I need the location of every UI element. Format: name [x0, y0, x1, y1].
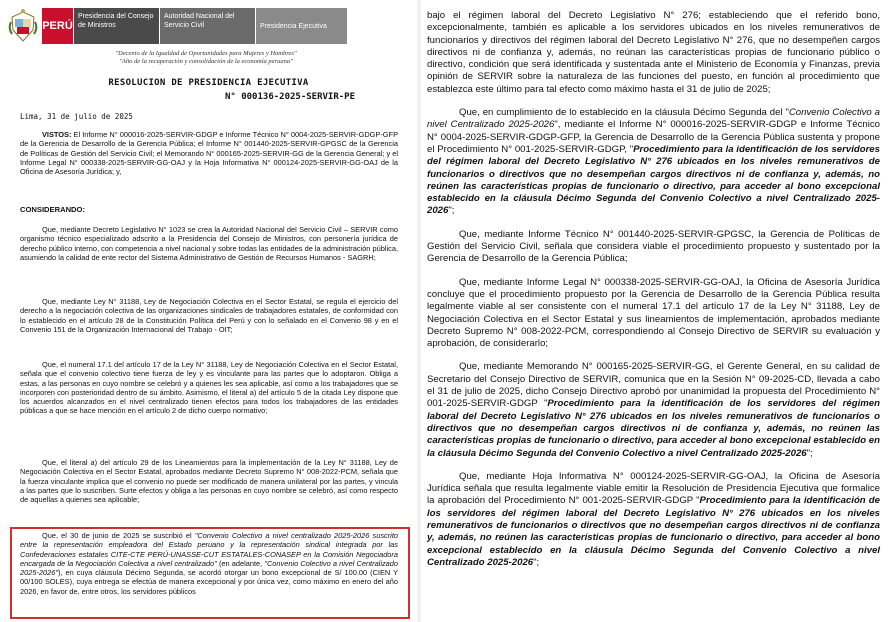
left-paragraph-2-text: Que, mediante Ley N° 31188, Ley de Negociación Colectiva en el Sector Estatal, se regula el ejercicio del derecho a la negociación colectiva de las organizaciones sindicales de trabajadores estatales, de conformidad con lo establecido en el artículo 28 de la Constitución Política del Perú y con lo señalado en el Convenio 98 y en el Convenio 151 de la Organización Internacional del Trabajo - OIT; — [20, 297, 398, 334]
p5-a: Que, el 30 de junio de 2025 se suscribió el — [42, 531, 195, 540]
header-servir: Autoridad Nacional del Servicio Civil — [160, 8, 256, 44]
considerando-heading: CONSIDERANDO: — [20, 205, 85, 214]
coat-of-arms-icon — [8, 8, 38, 44]
place-date: Lima, 31 de julio de 2025 — [20, 112, 133, 121]
left-paragraph-1-text: Que, mediante Decreto Legislativo N° 1023 se crea la Autoridad Nacional del Servicio Civil – SERVIR como organismo técnico especializado adscrito a la Presidencia del Consejo de Ministros, con personería jurídica de derecho público interno, con competencia a nivel nacional y sobre todas las entidades de la administración pública, asumiendo la calidad de ente rector del Sistema Administrativo de Gestión de Recursos Humanos - SAGRH; — [20, 225, 398, 262]
left-paragraph-3-text: Que, el numeral 17.1 del artículo 17 de la Ley N° 31188, Ley de Negociación Colectiva en el Sector Estatal, señala que el convenio colectivo tiene fuerza de ley y es vinculante para las partes que lo adoptaron. Obliga a estas, a las personas en cuyo nombre se celebró y a quienes les sea aplicable, así como a los trabajadores que se incorporen con posterioridad dentro de su ámbito. Asimismo, el literal a) del artículo 5 de la citada Ley dispone que los acuerdos alcanzados en el nivel centralizado tienen efectos para todos los trabajadores de las entidades públicas a que se hace mención en el artículo 2 de dicho cuerpo normativo; — [20, 360, 398, 416]
vistos-text: El Informe N° 000016-2025-SERVIR-GDGP e Informe Técnico N° 0004-2025-SERVIR-GDGP-GFP de la Gerencia de Desarrollo de la Gerencia Pública; el Informe N° 001440-2025-SERVIR-GPGSC de la Gerencia de Políticas de Gestión del Servicio Civil; el Memorando N° 000165-2025-SERVIR-GG de la Gerencia General; y el Informe Legal N° 000338-2025-SERVIR-GG-OAJ y la Hoja Informativa N° 000124-2025-SERVIR-GG-OAJ de la Oficina de Asesoría Jurídica; y, — [20, 130, 398, 177]
r6-a: Que, mediante Hoja Informativa N° 000124-2025-SERVIR-GG-OAJ, la Oficina de Asesoría Jurídica señala que resulta legalmente viable emitir la Resolución de Presidencia Ejecutiva que formalice la aprobación del Procedimiento N° 001-2025-SERVIR-GDGP " — [427, 470, 880, 507]
right-paragraph-5 — [427, 361, 880, 459]
left-paragraph-2 — [20, 297, 398, 334]
left-paragraph-1 — [20, 225, 398, 262]
decenio-lines — [86, 50, 326, 66]
r6-procedure-title: Procedimiento para la identificación de los servidores del régimen laboral del Decreto Legislativo N° 276 ubicados en los niveles remunerativos de funcionarios o directivos que no desempeñan cargos directivos ni de confianza y, además, no reúnen las características propias de funcionario o directivo, para acceder al bono excepcional establecido en la cláusula Décimo Segunda del Convenio Colectivo a nivel Centralizado 2025-2026 — [427, 495, 880, 568]
right-paragraph-3 — [427, 229, 880, 266]
p5-c: (en adelante, — [216, 558, 265, 568]
left-paragraph-3 — [20, 360, 398, 416]
right-paragraph-6 — [427, 471, 880, 569]
r5-a: Que, mediante Memorando N° 000165-2025-SERVIR-GG, el Gerente General, en su calidad de Secretario del Consejo Directivo de SERVIR, comunica que en la Sesión N° 09-2025-CD, llevada a cabo el 31 de julio de 2025, dicho Consejo Directivo aprobó por unanimidad la propuesta del Procedimiento N° 001-2025-SERVIR-GDGP " — [427, 361, 880, 410]
peru-label: PERÚ — [42, 8, 74, 44]
header-presidencia: Presidencia Ejecutiva — [256, 8, 348, 44]
right-paragraph-1: bajo el régimen laboral del Decreto Legislativo N° 276; estableciendo que el referido bono, excepcionalmente, también es aplicable a los servidores ubicados en los niveles remunerativos de funcionarios y directivos del régimen laboral del Decreto Legislativo N° 276, que no desempeñen cargos directivos ni de confianza y, además, no reúnan las características propias de funcionario público o directivo, condición que será identificada y sustentada ante el Ministerio de Economía y Finanzas, previa opinión de SERVIR sobre la naturaleza de las funciones del puesto, en función al procedimiento que establezca este último para tal efecto como máximo hasta el 31 de julio de 2025; — [427, 10, 880, 95]
left-paragraph-5 — [20, 531, 398, 596]
left-paragraph-4-text: Que, el literal a) del artículo 29 de los Lineamientos para la implementación de la Ley N° 31188, Ley de Negociación Colectiva en el Sector Estatal, aprobados mediante Decreto Supremo N° 008-2022-PCM, señala que la fuerza vinculante implica que el convenio no puede ser modificado de manera unilateral por las partes, y vincula a las partes que lo suscriben. Surte efectos y obliga a las personas en cuyo nombre se celebró, así como respecto de aquellas a quienes sea aplicable; — [20, 458, 398, 505]
right-paragraph-4 — [427, 277, 880, 351]
vistos-label: VISTOS: — [42, 130, 72, 139]
r5-procedure-title: Procedimiento para la identificación de los servidores del régimen laboral del Decreto Legislativo N° 276 ubicados en los niveles remunerativos de funcionarios o directivos que no desempeñan cargos directivos ni de confianza y, además, no reúnen las características propias de funcionario o directivo, para acceder al bono excepcional establecido en la cláusula Décimo Segunda del Convenio Colectivo a nivel Centralizado 2025-2026 — [427, 398, 880, 459]
r4-text: Que, mediante Informe Legal N° 000338-2025-SERVIR-GG-OAJ, la Oficina de Asesoría Jurídica concluye que el procedimiento propuesto por la Gerencia de Desarrollo de la Gerencia Pública resulta legalmente viable al ser consistente con el numeral 17.1 del artículo 17 de la Ley N° 31188, Ley de Negociación Colectiva en el Sector Estatal y sus lineamientos de implementación, aprobados mediante Decreto Supremo N° 008-2022-PCM, correspondiendo al Consejo Directivo de SERVIR su evaluación y aprobación, de considerarlo; — [427, 276, 880, 350]
institution-header — [8, 8, 408, 44]
r3-text: Que, mediante Informe Técnico N° 001440-2025-SERVIR-GPGSC, la Gerencia de Políticas de Gestión del Servicio Civil, señala que considera viable el procedimiento propuesto y sustentado por la Gerencia de Desarrollo de la Gerencia Pública; — [427, 228, 880, 265]
resolution-title: RESOLUCION DE PRESIDENCIA EJECUTIVA — [108, 78, 309, 88]
p5-convenio-title: "Convenio Colectivo a nivel centralizado 2025-2026 suscrito entre la representación empleadora del Estado peruano y la representación sindical integrada por las Confederaciones estatales CITE-CTE PERÚ-UNASSE-CUT ESTATALES-CONASEP en la Comisión Negociadora encargada de la Negociación Colectiva a nivel centralizado" — [20, 531, 398, 568]
p5-convenio-short: "Convenio Colectivo a nivel Centralizado 2025-2026" — [20, 558, 398, 578]
right-page — [421, 0, 890, 622]
decenio-line-1: "Decenio de la Igualdad de Oportunidades para Mujeres y Hombres" — [115, 50, 297, 57]
decenio-line-2: "Año de la recuperación y consolidación de la economía peruana" — [119, 58, 293, 65]
r5-c: "; — [806, 447, 813, 459]
left-page — [0, 0, 417, 622]
r2-e: "; — [448, 205, 455, 217]
r2-procedure-title: Procedimiento para la identificación de los servidores del régimen laboral del Decreto Legislativo N° 276 ubicados en los niveles remunerativos de funcionarios o directivos que no desempeñan cargos directivos ni de confianza y, además, no reúnen las características propias de funcionario o directivo, para acceder al bono excepcional establecido en la cláusula Décimo Segunda del Convenio Colectivo a nivel Centralizado 2025-2026 — [427, 143, 880, 217]
right-paragraph-2 — [427, 107, 880, 218]
vistos-paragraph — [20, 130, 398, 176]
r2-a: Que, en cumplimiento de lo establecido en la cláusula Décimo Segunda del " — [459, 107, 789, 119]
p5-e: ), en cuya cláusula Décimo Segunda, se acordó otorgar un bono excepcional de S/ 100.00 (CIEN Y 00/100 SOLES), cuya entrega se efectúa de manera excepcional y por única vez, como máximo en enero del año 2026, en favor de, entre otros, los servidores públicos — [20, 568, 398, 596]
r2-convenio: Convenio Colectivo a nivel Centralizado 2025-2026 — [427, 107, 880, 131]
resolution-number: N° 000136-2025-SERVIR-PE — [224, 92, 356, 102]
r2-c: ", mediante el Informe N° 000016-2025-SERVIR-GDGP e Informe Técnico N° 0004-2025-SERVIR-GDGP-GFP, la Gerencia de Desarrollo de la Gerencia Pública sustenta y propone el Procedimiento N° 001-2025-SERVIR-GDGP, " — [427, 119, 880, 155]
header-pcm: Presidencia del Consejo de Ministros — [74, 8, 160, 44]
left-paragraph-4 — [20, 458, 398, 504]
r6-c: "; — [533, 556, 540, 568]
